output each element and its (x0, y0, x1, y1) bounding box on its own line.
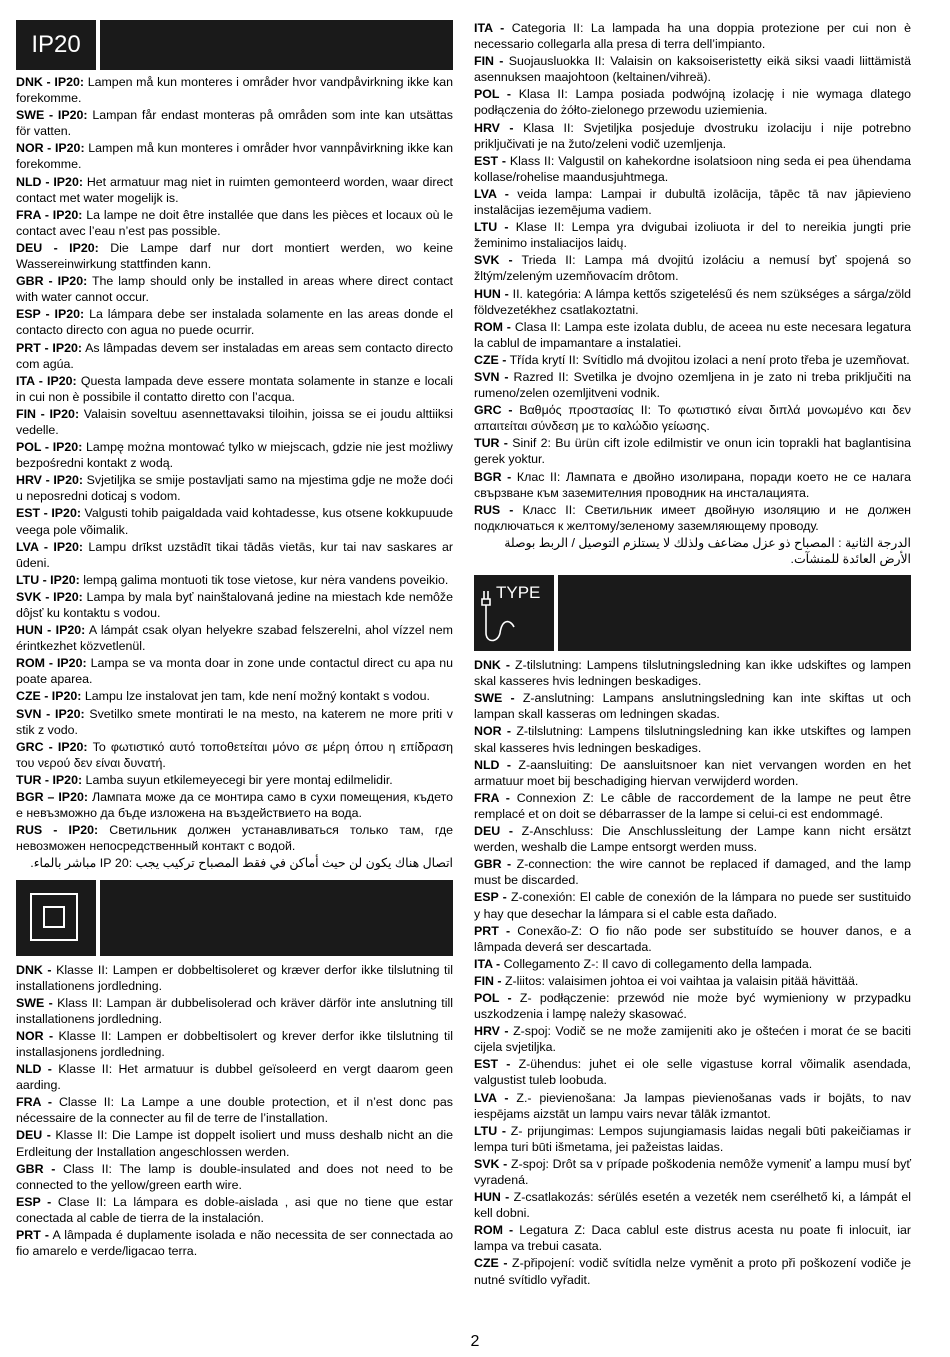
language-code: POL - IP20: (16, 440, 83, 455)
language-entry (474, 690, 911, 722)
entry-text: Legatura Z: Daca cablul este distrus acesta nu poate fi inlocuit, iar lampa va trebui casata. (474, 1223, 911, 1254)
language-code: POL - (474, 87, 512, 102)
entry-text: Die Lampe darf nur dort montiert werden, wo keine Wassereinwirkung stattfinden kann. (16, 240, 453, 272)
language-code: SVN - (474, 369, 509, 384)
language-code: ESP - (474, 890, 507, 905)
class2-arabic: الدرجة الثانية : المصباح ذو عزل مضاعف ولذلك لا يستلزم التوصيل / الربط بوصلة الأرض العائدة للمنشآت. (504, 535, 911, 566)
language-code: HRV - IP20: (16, 473, 83, 488)
entry-text: Klasse II: Die Lampe ist doppelt isoliert und muss deshalb nicht an die Erdleitung der Installation angeschlossen werden. (16, 1128, 454, 1159)
entry-text: Valaisin soveltuu asennettavaksi tiloihin, joissa se ei joudu alttiiksi vedelle. (16, 406, 453, 437)
language-entry (16, 1028, 453, 1060)
entry-text: Z-anslutning: Lampans anslutningsledning kan inte skiftas ut och lampan skall kasseras om ledningen skadas. (474, 691, 911, 722)
language-code: TUR - IP20: (16, 772, 83, 787)
language-code: NOR - IP20: (16, 141, 85, 156)
language-code: TUR - (474, 436, 508, 451)
language-entry (474, 86, 911, 118)
language-code: SVK - IP20: (16, 589, 83, 604)
double-square-icon (16, 880, 96, 956)
entry-text: Klass II: Valgustil on kahekordne isolatsioon ning seda ei pea ühendama kollase/rohelise maandusjuhtmega. (474, 153, 911, 184)
language-code: DNK - IP20: (16, 75, 84, 89)
language-entry (16, 1194, 453, 1226)
entry-text: Clase II: La lámpara es doble-aislada , asi que no tiene que estar conectada al cable de tierra de la instalación. (16, 1194, 454, 1225)
language-entry (16, 772, 453, 788)
entry-text: Z-aansluiting: De aansluitsnoer kan niet vervangen worden en het armatuur moet bij beschadiging hiervan verwijderd worden. (474, 757, 911, 788)
language-entry (16, 1094, 453, 1126)
language-entry (16, 688, 453, 704)
entry-text: Valgusti tohib paigaldada vaid kohtadesse, kus otsene kokkupuude veega pole võimalik. (16, 506, 453, 537)
ip20-arabic: اتصال هناك يكون لن حيث أماكن في فقط المصباح تركيب يجب :20 IP مباشر بالماء. (30, 856, 453, 871)
language-entry (16, 174, 453, 206)
entry-text: Trieda II: Lampa má dvojitú izoláciu a nemusí byť spojená so žltým/zeleným uzemňovacím drôtom. (474, 253, 912, 284)
language-code: EST - (474, 153, 507, 168)
entry-text: Z.- pievienošana: Ja lampas pievienošanas vads ir bojāts, to nav iespējams aizstāt un lampu vairs nevar tālāk izmantot. (474, 1090, 911, 1121)
language-entry (16, 822, 453, 854)
language-entry (474, 252, 911, 284)
language-code: ITA - (474, 21, 505, 35)
entry-text: Sinif 2: Bu ürün cift izole edilmistir ve onun icin toprakli hat baglantisina gerek yoktur. (474, 436, 911, 467)
entry-text: Lampa se va monta doar in zone unde contactul direct cu apa nu poate aparea. (16, 656, 453, 687)
entry-text: Z-Anschluss: Die Anschlussleitung der Lampe kann nicht ersätzt werden, weshalb die Lampe entsorgt werden muss. (474, 824, 911, 855)
ztype-header (474, 575, 911, 651)
entry-text: Z-csatlakozás: sérülés esetén a vezeték nem cserélhető ki, a lámpát el kell dobni. (474, 1190, 911, 1221)
language-code: PRT - (16, 1228, 50, 1242)
language-code: FIN - IP20: (16, 406, 80, 421)
language-entry (16, 373, 453, 405)
language-code: RUS - IP20: (16, 823, 99, 838)
entry-text: Connexion Z: Le câble de raccordement de la lampe ne peut être remplacé et on doit se débarrasser de la lampe si celui-ci est endommagé. (474, 790, 911, 821)
language-entry (474, 856, 911, 888)
entry-text: Z-spoj: Vodič se ne može zamijeniti ako je oštećen i morat će se baciti cijela svjetiljka. (474, 1024, 911, 1055)
language-code: DNK - (474, 658, 510, 673)
entry-text: Lampan får endast monteras på områden som inte kan utsättas för vatten. (16, 108, 453, 139)
entry-text: Класс II: Светильник имеет двойную изоляцию и не должен подключаться к желтому/зеленому заземляющему проводу. (474, 502, 911, 533)
language-code: EST - IP20: (16, 506, 81, 521)
language-code: FIN - (474, 54, 504, 69)
entry-text: La lampe ne doit être installée que dans les pièces et locaux où le contact avec l’eau n’est pas possible. (16, 207, 453, 238)
language-entry (16, 1061, 453, 1093)
entry-text: Lampen må kun monteres i områder hvor vannpåvirkning ikke kan forekomme. (16, 141, 454, 172)
language-code: SVN - IP20: (16, 706, 85, 721)
entry-text: Z-tilslutning: Lampens tilslutningsledning kan ikke udskiftes og lampen skal kasseres hvis ledningen beskadiges. (474, 658, 911, 689)
language-code: LVA - (474, 1090, 509, 1105)
language-code: LVA - IP20: (16, 539, 84, 554)
page-number: 2 (470, 1333, 480, 1350)
language-code: FIN - (474, 973, 502, 988)
language-entry (16, 306, 453, 338)
language-code: FRA - IP20: (16, 207, 83, 222)
language-code: NOR - (474, 724, 511, 739)
entry-text: Z-conexión: El cable de conexión de la lámpara no puede ser sustituido y hay que desechar la lámpara si el cable esta dañado. (474, 890, 911, 921)
entry-text: veida lampa: Lampai ir dubultā izolācija, tāpēc tā nav jāpievieno instalācijas iezemējuma vadiem. (474, 186, 911, 218)
language-code: POL - (474, 990, 512, 1005)
language-entry (474, 186, 911, 218)
entry-text: Questa lampada deve essere montata solamente in stanze e locali in cui non è possibile il contatto diretto con l’acqua. (16, 373, 453, 404)
language-entry (474, 723, 911, 755)
entry-text: Classe II: La Lampe a une double protection, et il n’est donc pas nécessaire de la connecter au fil de terre de l’installation. (16, 1095, 454, 1126)
entry-text: II. kategória: A lámpa kettős szigetelésű és nem szükséges a sárga/zöld földvezetékhez csatlakoztatni. (474, 286, 911, 317)
entry-text: Klasa II: Svjetiljka posjeduje dvostruku izolaciju i nije potrebno priključivati je na žuto/zeleni vodič uzemljenja. (474, 120, 911, 151)
language-code: NLD - (16, 1062, 52, 1077)
entry-text: Z-ühendus: juhet ei ole selle vigastuse korral võimalik asendada, valgustist tuleb loobuda. (474, 1057, 911, 1088)
language-entry (474, 369, 911, 401)
class2-entries-right (474, 20, 911, 534)
language-code: ROM - (474, 1223, 514, 1238)
language-entry (474, 120, 911, 152)
entry-text: Klasse II: Lampen er dobbeltisoleret og kræver derfor ikke tilslutning til installationens jordledning. (16, 962, 454, 993)
language-entry (474, 1189, 911, 1221)
language-code: HUN - (474, 286, 509, 301)
language-code: DEU - (16, 1128, 51, 1143)
language-code: SVK - (474, 253, 513, 268)
language-code: ITA - IP20: (16, 373, 77, 388)
entry-text: A lámpát csak olyan helyekre szabad felszerelni, ahol vízzel nem érintkezhet közvetlenül. (16, 623, 453, 654)
language-entry (16, 505, 453, 537)
ztype-entries (474, 657, 911, 1288)
language-entry (474, 435, 911, 467)
class2-entries-left (16, 962, 453, 1260)
class2-header-bar (100, 880, 453, 956)
language-code: DEU - IP20: (16, 240, 99, 255)
entry-text: Klass II: Lampan är dubbelisolerad och kräver därför inte anslutning till installationens jordledning. (16, 995, 453, 1026)
language-code: NOR - (16, 1028, 54, 1043)
entry-text: Z-liitos: valaisimen johtoa ei voi vaihtaa ja valaisin pitää hävittää. (504, 973, 859, 988)
language-code: SWE - IP20: (16, 108, 88, 123)
entry-text: Το φωτιστικό αυτό τοποθετείται μόνο σε μέρη όπου η επίδραση του νερού δεν είναι δυνατή. (16, 739, 453, 770)
entry-text: La lámpara debe ser instalada solamente en las areas donde el contacto directo con agua no puede ocurrir. (16, 307, 453, 338)
language-code: DNK - (16, 962, 52, 977)
ip20-entries (16, 74, 453, 854)
language-entry (474, 823, 911, 855)
language-entry (16, 439, 453, 471)
entry-text: Lampen må kun monteres i områder hvor vandpåvirkning ikke kan forekomme. (16, 75, 453, 106)
language-entry (16, 962, 453, 994)
entry-text: A lâmpada é duplamente isolada e não necessita de ser connectada ao fio amarelo e verde/ligacao terra. (16, 1228, 453, 1259)
entry-text: Klasa II: Lampa posiada podwójną izolację i nie wymaga dlatego podłączenia do żółto-zielonego przewodu uziemienia. (474, 87, 911, 118)
language-entry (16, 622, 453, 654)
language-code: LTU - IP20: (16, 572, 80, 587)
language-entry (474, 469, 911, 501)
entry-text: Klasse II: Het armatuur is dubbel geïsoleerd en vergt daarom geen aarding. (16, 1062, 453, 1093)
language-entry (474, 53, 911, 85)
entry-text: Z- podłączenie: przewód nie może być wymieniony w przypadku uszkodzenia i lampę należy skasować. (474, 990, 912, 1022)
language-code: DEU - (474, 824, 513, 839)
right-column (474, 20, 911, 1289)
language-entry (16, 1161, 453, 1193)
entry-text: The lamp should only be installed in areas where direct contact with water cannot occur. (16, 274, 453, 305)
language-entry (474, 219, 911, 251)
entry-text: Лампата може да се монтира само в сухи помещения, където е невъзможно да бъде изложена на въздействието на вода. (16, 790, 453, 821)
ip20-header (16, 20, 453, 70)
entry-text: Klase II: Lempa yra dvigubai izoliuota ir del to nereikia jungti prie žeminimo instaliacijos laidų. (474, 220, 911, 251)
language-entry (474, 990, 911, 1022)
language-code: HUN - (474, 1190, 510, 1205)
entry-text: Svetilko smete montirati le na mesto, na katerem ne more priti v stik z vodo. (16, 706, 453, 737)
entry-text: Svjetiljka se smije postavljati samo na mjestima gdje ne može doći u neposredni doticaj s vodom. (16, 473, 453, 504)
language-code: NLD - IP20: (16, 174, 83, 189)
language-entry (16, 207, 453, 239)
entry-text: Lampu drīkst uzstādīt tikai tādās vietās, kur tai nav saskares ar ūdeni. (16, 539, 453, 570)
entry-text: Lampa by mala byť nainštalovaná jedine na miestach kde nemôže dôjsť ku kontaktu s vodou. (16, 589, 453, 620)
language-entry (16, 140, 453, 172)
entry-text: Lampę można montować tylko w miejscach, gdzie nie jest możliwy bezpośredni kontakt z wodą. (16, 440, 453, 471)
language-code: HRV - (474, 120, 514, 135)
ip20-header-bar (100, 20, 453, 70)
entry-text: Het armatuur mag niet in ruimten gemonteerd worden, waar direct contact met water mogelijk is. (16, 174, 453, 205)
language-entry (474, 923, 911, 955)
language-code: CZE - (474, 1256, 508, 1271)
language-entry (16, 240, 453, 272)
language-code: SVK - (474, 1156, 508, 1171)
ztype-label: TYPE (496, 583, 541, 603)
language-entry (474, 352, 911, 368)
entry-text: Z-tilslutning: Lampens tilslutningsledning kan ikke utskiftes og lampen skal kasseres hvis ledningen beskadiges. (474, 724, 911, 755)
entry-text: As lâmpadas devem ser instaladas em areas sem contacto directo com agúa. (16, 340, 453, 371)
language-entry (474, 319, 911, 351)
language-entry (474, 790, 911, 822)
language-code: HRV - (474, 1024, 509, 1039)
language-entry (474, 1023, 911, 1055)
language-code: FRA - (474, 790, 510, 805)
language-code: ITA - (474, 956, 501, 971)
language-entry (474, 657, 911, 689)
entry-text: Class II: The lamp is double-insulated and does not need to be connected to the yellow/green earth wire. (16, 1161, 453, 1192)
language-entry (16, 273, 453, 305)
language-entry (16, 1227, 453, 1259)
language-entry (474, 956, 911, 972)
language-code: CZE - IP20: (16, 689, 82, 704)
language-code: LTU - (474, 220, 509, 235)
language-code: PRT - IP20: (16, 340, 83, 355)
language-entry (16, 74, 453, 106)
language-entry (16, 995, 453, 1027)
language-entry (474, 402, 911, 434)
language-entry (474, 1222, 911, 1254)
language-code: LVA - (474, 186, 509, 201)
entry-text: Collegamento Z-: Il cavo di collegamento della lampada. (503, 956, 813, 971)
entry-text: Categoria II: La lampada ha una doppia protezione per cui non è necessario collegarla alla presa di terra dell’impianto. (474, 21, 911, 52)
language-entry (16, 472, 453, 504)
left-column (16, 20, 453, 1260)
language-code: ESP - (16, 1194, 52, 1209)
language-code: CZE - (474, 352, 507, 367)
language-entry (16, 539, 453, 571)
language-entry (474, 286, 911, 318)
entry-text: Lamba suyun etkilemeyecegi bir yere montaj edilmelidir. (85, 772, 393, 787)
language-entry (16, 739, 453, 771)
language-code: GRC - IP20: (16, 739, 88, 754)
entry-text: Clasa II: Lampa este izolata dublu, de aceea nu este necesara legatura la cablul de impamantare a instalatiei. (474, 319, 911, 350)
language-entry (474, 757, 911, 789)
language-entry (474, 1255, 911, 1287)
language-entry (474, 1056, 911, 1088)
entry-text: Třída krytí II: Svítidlo má dvojitou izolaci a není proto třeba je uzemňovat. (509, 352, 910, 367)
language-entry (16, 789, 453, 821)
language-entry (474, 1090, 911, 1122)
language-code: ESP - IP20: (16, 307, 85, 322)
language-code: ROM - (474, 319, 511, 334)
entry-text: Z-připojení: vodič svítidla nelze vyměnit a proto při poškození vodiče je nutné svítidlo vyřadit. (474, 1256, 911, 1287)
language-code: ROM - IP20: (16, 656, 87, 671)
language-code: HUN - IP20: (16, 623, 86, 638)
language-entry (16, 107, 453, 139)
language-entry (474, 20, 911, 52)
language-entry (16, 589, 453, 621)
ztype-header-bar (558, 575, 911, 651)
language-entry (474, 973, 911, 989)
language-code: PRT - (474, 923, 511, 938)
language-entry (474, 153, 911, 185)
language-code: GRC - (474, 403, 513, 418)
language-code: BGR – IP20: (16, 790, 88, 805)
language-entry (16, 1127, 453, 1159)
ip20-label: IP20 (16, 20, 96, 70)
language-code: RUS - (474, 502, 514, 517)
entry-text: Lampu lze instalovat jen tam, kde není možný kontakt s vodou. (84, 689, 430, 704)
plug-cable-icon (474, 575, 554, 651)
language-code: NLD - (474, 757, 511, 772)
language-entry (474, 1123, 911, 1155)
class2-header (16, 880, 453, 956)
language-code: EST - (474, 1057, 511, 1072)
language-entry (474, 889, 911, 921)
entry-text: Z-spoj: Drôt sa v prípade poškodenia nemôže vymeniť a lampu musí byť vyradená. (474, 1156, 912, 1187)
language-code: GBR - (16, 1161, 56, 1176)
language-code: SWE - (16, 995, 53, 1010)
language-code: BGR - (474, 469, 512, 484)
entry-text: Conexão-Z: O fio não pode ser substituído se houver danos, e a lâmpada deverá ser descartada. (474, 923, 911, 954)
entry-text: Suojausluokka II: Valaisin on kaksoiseristetty eikä siksi vaadi liittämistä asennuksen maajohtoon (keltainen/vihreä). (474, 54, 911, 85)
language-entry (474, 1156, 911, 1188)
language-entry (16, 572, 453, 588)
entry-text: Z- prijungimas: Lempos sujungiamasis laidas negali būti pakeičiamas ir lempa turi būti išmetama, jei pažeistas laidas. (474, 1123, 912, 1154)
language-entry (16, 706, 453, 738)
entry-text: Светильник должен устанавливаться только там, где невозможен непосредственный контакт с водой. (16, 823, 453, 854)
language-entry (16, 655, 453, 687)
language-code: SWE - (474, 691, 515, 706)
entry-text: Klasse II: Lampen er dobbeltisolert og krever derfor ikke tilslutning til installasjonens jordledning. (16, 1028, 454, 1059)
language-code: LTU - (474, 1123, 507, 1138)
language-code: FRA - (16, 1095, 53, 1110)
entry-text: Razred II: Svetilka je dvojno ozemljena in je zato ni treba priključiti na rumeno/zelen ozemljitveni vodnik. (474, 369, 911, 401)
language-entry (474, 502, 911, 534)
entry-text: Βαθμός προστασίας II: Το φωτιστικό είναι διπλά μονωμένο και δεν απαιτείται σύνδεση με το καλώδιο γείωσης. (474, 403, 911, 434)
language-entry (16, 406, 453, 438)
entry-text: lempą galima montuoti tik tose vietose, kur nėra vandens poveikio. (83, 572, 449, 587)
entry-text: Z-connection: the wire cannot be replaced if damaged, and the lamp must be discarded. (474, 857, 911, 888)
language-code: GBR - IP20: (16, 274, 88, 289)
entry-text: Клас II: Лампата е двойно изолирана, поради което не се налага свързване към заземителния проводник на инсталацията. (474, 469, 912, 500)
language-entry (16, 340, 453, 372)
language-code: GBR - (474, 857, 512, 872)
